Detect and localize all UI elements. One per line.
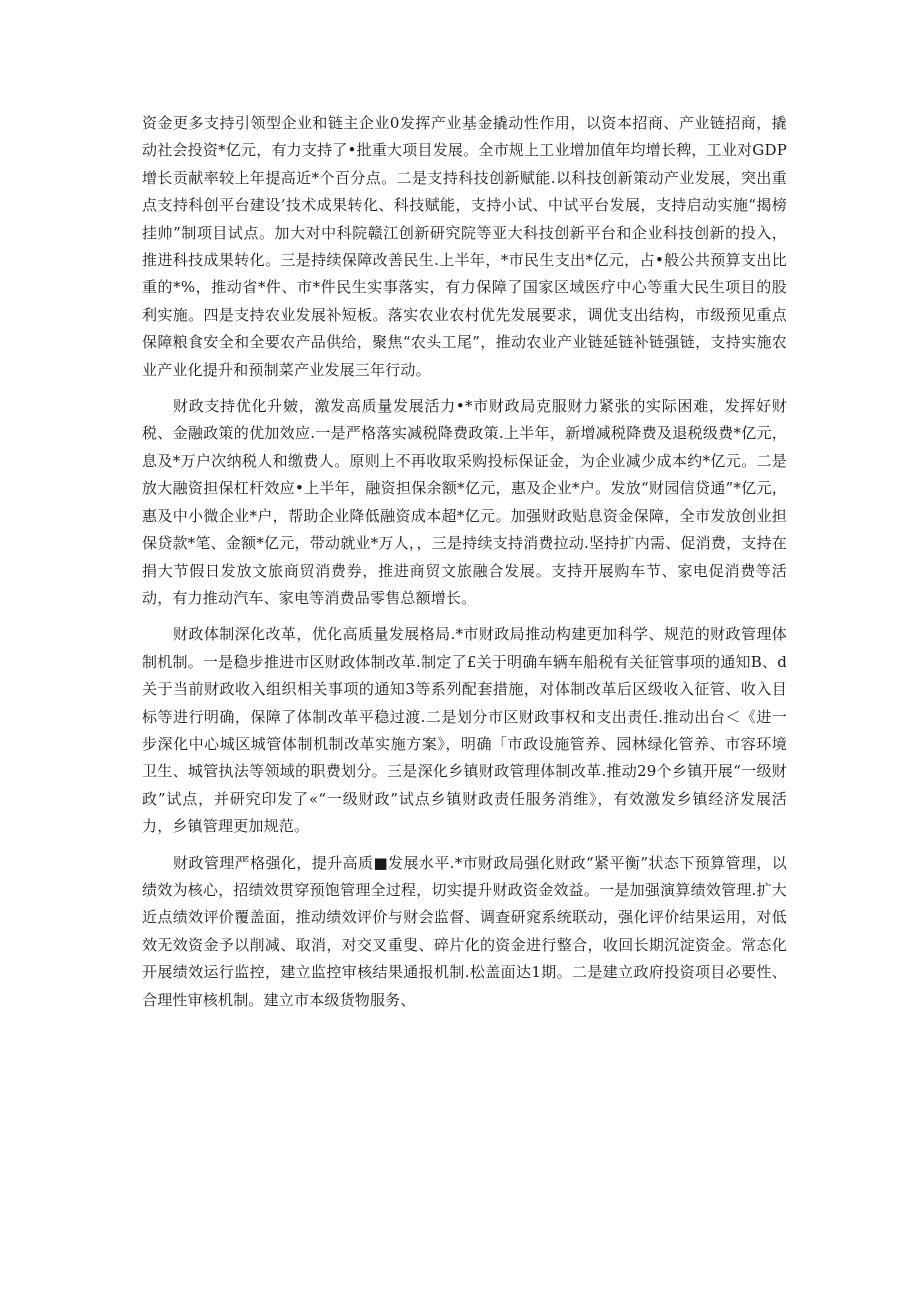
paragraph-fiscal-management: 财政管理严格强化，提升高质■发展水平.*市财政局强化财政“紧平衡”状态下预算管理，以绩效为核心，招绩效贯穿预饱管理全过程，切实提升财政资金效益。一是加强演算绩效管理.扩大近点绩效评价覆盖面，推动绩效评价与财会监督、调查研窕系统联动，强化评价结果运用，对低效无效资金予以削减、取消，对交叉重叟、碎片化的资金进行整合，收回长期沉淀资金。常态化开展绩效运行监控，建立监控审核结果通报机制.松盖面达1期。二是建立政府投资项目必要性、合理性审核机制。建立市本级货物服务、 xyxy=(142,853,787,1009)
paragraph-support-industry-tech-livelihood-agriculture: 资金更多支持引领型企业和链主企业0发挥产业基金撬动性作用，以资本招商、产业链招商，撬动社会投资*亿元，有力支持了•批重大项目发展。全市规上工业增加值年均增长稗，工业对GDP增长贡献率较上年提高近*个百分点。二是支持科技创新赋能.以科技创新策动产业发展，突出重点支持科创平台建设’技术成果转化、科技赋能，支持小试、中试平台发展，支持启动实施“揭榜挂帅”制项目试点。加大对中科院赣江创新研究院等亚大科技创新平台和企业科技创新的投入，推进科技成果转化。三是持续保障改善民生.上半年，*市民生支出*亿元，占•般公共预算支出比重的*%，推动省*件、市*件民生实事落实，有力保障了国家区域医疗中心等重大民生项目的股利实施。四是支持农业发展补短板。落实农业农村优先发展要求，调优支出结构，市级预见重点保障粮食安全和全要农产品供给，聚焦“农头工尾”，推动农业产业链延链补链强链，支持实施农业产业化提升和预制菜产业发展三年行动。 xyxy=(142,114,787,379)
paragraph-fiscal-support-vitality: 财政支持优化升皴，激发高质量发展活力•*市财政局克服财力紧张的实际困难，发挥好财税、金融政策的优加效应.一是严格落实减税降费政策.上半年，新增减税降费及退税级费*亿元，息及*万户次纳税人和缴费人。原则上不再收取采购投标保证金，为企业减少成本约*亿元。二是放大融资担保杠杆效应•上半年，融资担保余额*亿元，惠及企业*户。发放“财园信贷通”*亿元，惠及中小微企业*户，帮助企业降低融资成本超*亿元。加强财政贴息资金保障，全市发放创业担保贷款*笔、金额*亿元，带动就业*万人，，三是持续支持消费拉动.坚持扩内需、促消费，支持在捐大节假日发放文旅商贸消费券，推进商贸文旅融合发展。支持开展购车节、家电促消费等活动，有力推动汽车、家电等消费品零售总额增长。 xyxy=(142,397,787,607)
document-page xyxy=(142,110,787,1023)
paragraph-fiscal-system-reform: 财政体制深化改革，优化高质量发展格局.*市财政局推动构建更加科学、规范的财政管理体制机制。一是稳步推进市区财政体制改革.制定了£关于明确车辆车船税有关征管事项的通知B、d关于当前财政收入组织相关事项的通知3等系列配套措施，对体制改革后区级收入征管、收入目标等进行明确，保障了体制改革平稳过渡.二是划分市区财政事权和支出责任.推动出台＜《进一步深化中心城区城管体制机制改革实施方案》，明确「市政设施管养、园林绿化管养、市容环境卫生、城管执法等领域的职费划分。三是深化乡镇财政管理体制改革.推动29个乡镇开展“一级财政”试点，并研究印发了«“一级财政”试点乡镇财政责任服务消维》，有效激发乡镇经济发展活力，乡镇管理更加规范。 xyxy=(142,625,787,836)
